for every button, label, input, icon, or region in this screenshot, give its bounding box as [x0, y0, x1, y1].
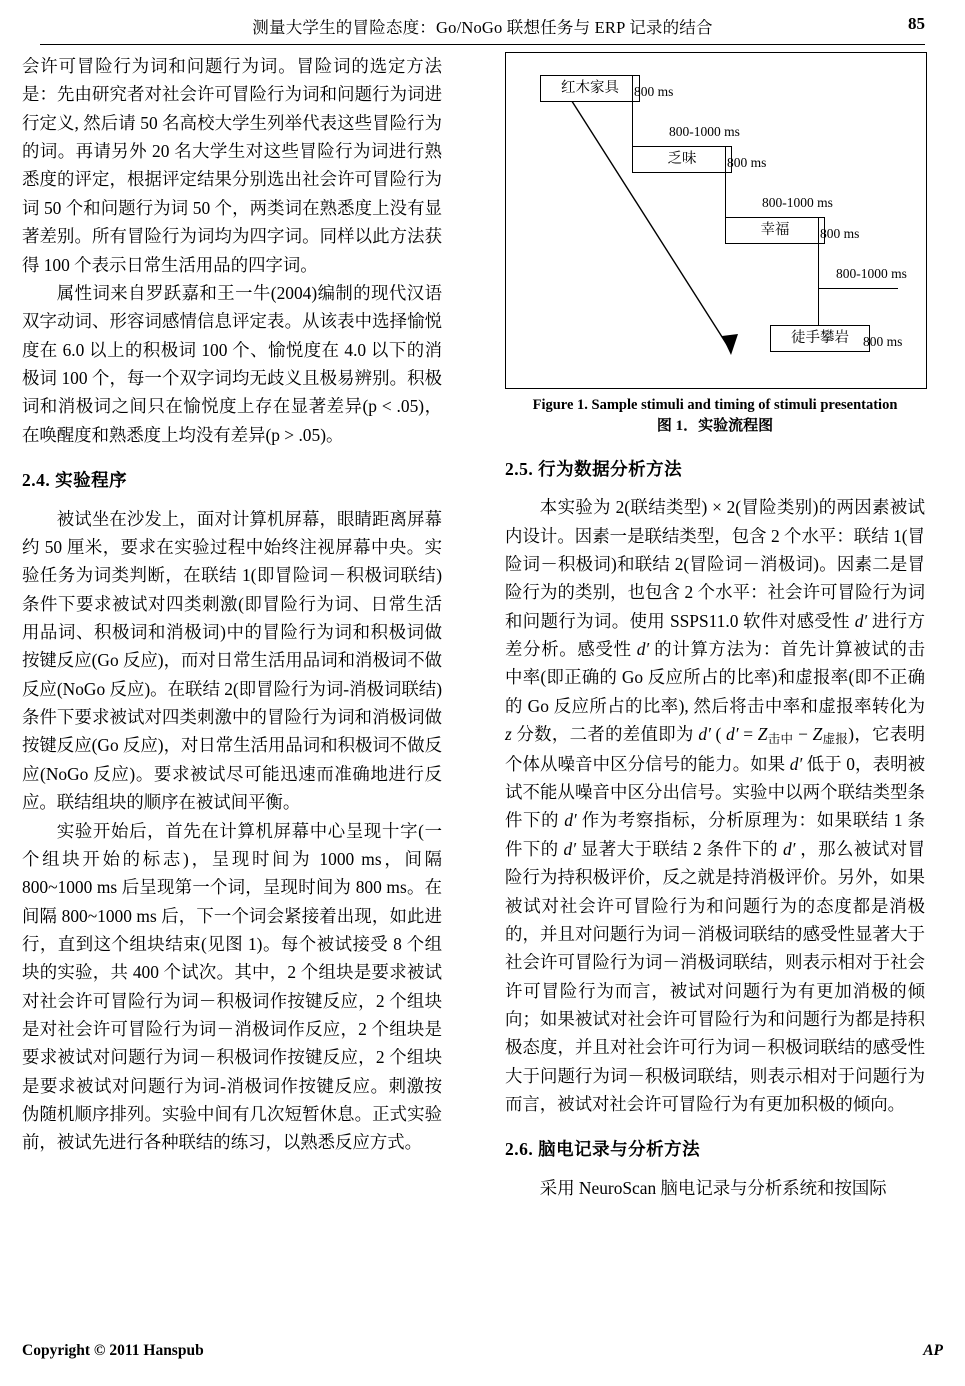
- symbol-z-fa: Z: [812, 724, 823, 745]
- text-frag-i: )，它表明个体从噪音中区分信号的能力。如果: [505, 724, 925, 774]
- text-frag-e: 分数，二者的差值即为: [511, 724, 699, 745]
- figure-caption-en: Figure 1. Sample stimuli and timing of stimuli presentation: [532, 397, 898, 413]
- text-frag-b: 进行方差分析。感受性: [505, 610, 925, 660]
- text-frag-h: −: [793, 724, 813, 745]
- stimulus-duration-2: 800 ms: [727, 155, 767, 170]
- symbol-d-prime-3: d′: [698, 724, 711, 745]
- paragraph-continuation: 会许可冒险行为词和问题行为词。冒险词的选定方法是：先由研究者对社会许可冒险行为词和问题行为词进行定义, 然后请 50 名高校大学生列举代表这些冒险行为的词。再请另外 20 名大学生对这些冒险行为词进行熟悉度的评定，根据评定结果分别选出社会许可冒险行为词 50 个和问题行为词 50 个，两类词在熟悉度上没有显著差别。所有冒险行为词均为四字词。同样以此方法获得 100 个表示日常生活用品的四字词。: [22, 56, 442, 275]
- figure-caption-cn: 图 1．实验流程图: [656, 418, 774, 435]
- connector-v-2: [725, 146, 726, 218]
- figure-1-diagram: [505, 52, 927, 389]
- paragraph-attribute-words: 属性词来自罗跃嘉和王一牛(2004)编制的现代汉语双字动词、形容词感情信息评定表。从该表中选择愉悦度在 6.0 以上的积极词 100 个、愉悦度在 4.0 以下的消极词 100 个，每一个双字词均无歧义且极易辨别。积极词和消极词之间只在愉悦度上存在显著差异(p < .05)，在唤醒度和熟悉度上均没有差异(p > .05)。: [22, 282, 442, 445]
- connector-v-1: [632, 75, 633, 147]
- symbol-d-prime-2: d′: [636, 639, 650, 660]
- subscript-false-alarm: 虚报: [822, 732, 849, 747]
- section-heading-2-4: 2.4. 实验程序: [22, 470, 128, 491]
- text-frag-f: (: [710, 724, 727, 745]
- left-column: [22, 52, 442, 1157]
- page-header: [40, 14, 925, 45]
- interval-label-3: 800-1000 ms: [836, 266, 907, 281]
- text-frag-m: ，那么被试对冒险行为持积极评价，反之就是持消极评价。另外，如果被试对社会许可冒险行为和问题行为的态度都是消极的，并且对问题行为词－消极词联结的感受性显著大于社会许可冒险行为词－消极词联结，则表示相对于社会许可冒险行为而言，被试对问题行为有更加消极的倾向；如果被试对社会许可冒险行为和问题行为都是持积极态度，并且对社会许可行为词－积极词联结的感受性大于问题行为词－积极词联结，则表示相对于问题行为而言，被试对社会许可冒险行为有更加积极的倾向。: [505, 838, 925, 1115]
- symbol-z-hit: Z: [757, 724, 768, 745]
- text-frag-c: 的计算方法为：首先计算被试的击中率(即正确的 Go 反应所占的比率)和虚报率(即不正确的 Go 反应所占的比率), 然后将击中率和虚报率转化为: [505, 639, 925, 716]
- stimulus-duration-4: 800 ms: [863, 334, 903, 349]
- interval-label-1: 800-1000 ms: [669, 124, 740, 139]
- connector-v-3: [818, 217, 819, 289]
- symbol-d-prime-5: d′: [789, 753, 803, 774]
- section-heading-2-5: 2.5. 行为数据分析方法: [505, 458, 683, 479]
- copyright-notice: Copyright © 2011 Hanspub: [22, 1342, 204, 1359]
- page-number: 85: [908, 14, 925, 33]
- stimulus-box-3: 幸福: [725, 217, 825, 244]
- subscript-hit: 击中: [767, 732, 794, 747]
- running-head-title: 测量大学生的冒险态度：Go/NoGo 联想任务与 ERP 记录的结合: [252, 18, 713, 37]
- symbol-d-prime-4: d′: [726, 724, 739, 745]
- section-heading-2-6: 2.6. 脑电记录与分析方法: [505, 1139, 701, 1160]
- stimulus-duration-1: 800 ms: [634, 84, 674, 99]
- paragraph-procedure-2: 实验开始后，首先在计算机屏幕中心呈现十字(一个组块开始的标志)，呈现时间为 1000 ms，间隔 800~1000 ms 后呈现第一个词，呈现时间为 800 ms。在间隔 800~1000 ms 后，下一个词会紧接着出现，如此进行，直到这个组块结束(见图 1)。每个被试接受 8 个组块的实验，共 400 个试次。其中，2 个组块是要求被试对社会许可冒险行为词－积极词作按键反应，2 个组块是对社会许可冒险行为词－消极词作反应，2 个组块是要求被试对问题行为词－积极词作按键反应，2 个组块是要求被试对问题行为词-消极词作按键反应。刺激按伪随机顺序排列。实验中间有几次短暂休息。正式实验前，被试先进行各种联结的练习，以熟悉反应方式。: [22, 820, 442, 1153]
- symbol-d-prime-7: d′: [563, 838, 576, 859]
- stimulus-box-1: 红木家具: [540, 75, 640, 102]
- text-frag-j: 低于 0，表明被试不能从噪音中区分出信号。实验中以两个联结类型条件下的: [505, 753, 925, 831]
- connector-h-3: [818, 288, 898, 289]
- text-frag-k: 作为考察指标，分析原理为：如果联结 1 条件下的: [505, 810, 925, 859]
- text-frag-l: 显著大于联结 2 条件下的: [576, 838, 783, 859]
- figure-caption: [505, 395, 925, 438]
- stimulus-box-2: 乏味: [632, 146, 732, 173]
- journal-abbreviation: AP: [923, 1342, 943, 1359]
- paragraph-eeg-method: 采用 NeuroScan 脑电记录与分析系统和按国际: [539, 1177, 887, 1198]
- text-frag-g: =: [738, 724, 758, 745]
- symbol-d-prime-1: d′: [854, 610, 868, 631]
- paragraph-procedure-1: 被试坐在沙发上，面对计算机屏幕，眼睛距离屏幕约 50 厘米，要求在实验过程中始终注视屏幕中央。实验任务为词类判断，在联结 1(即冒险词－积极词联结)条件下要求被试对四类刺激(即冒险行为词、日常生活用品词、积极词和消极词)中的冒险行为词和积极词做按键反应(Go 反应)，而对日常生活用品词和消极词不做反应(NoGo 反应)。在联结 2(即冒险行为词-消极词联结)条件下要求被试对四类刺激中的冒险行为词和消极词做按键反应(Go 反应)，对日常生活用品词和积极词不做反应(NoGo 反应)。要求被试尽可能迅速而准确地进行反应。联结组块的顺序在被试间平衡。: [22, 508, 442, 813]
- symbol-d-prime-8: d′: [782, 838, 796, 859]
- symbol-z: z: [505, 724, 512, 745]
- text-frag-a: 本实验为 2(联结类型) × 2(冒险类别)的两因素被试内设计。因素一是联结类型，包含 2 个水平：联结 1(冒险词－积极词)和联结 2(冒险词－消极词)。因素二是冒险行为的类别，也包含 2 个水平：社会许可冒险行为词和问题行为词。使用 SSPS11.0 软件对感受性: [505, 497, 925, 631]
- page-footer: [22, 1342, 943, 1364]
- stimulus-duration-3: 800 ms: [820, 226, 860, 241]
- interval-label-2: 800-1000 ms: [762, 195, 833, 210]
- symbol-d-prime-6: d′: [564, 810, 577, 831]
- connector-v-4: [818, 288, 819, 325]
- right-column: [505, 52, 925, 1202]
- stimulus-box-4: 徒手攀岩: [770, 325, 870, 352]
- paragraph-behavior-analysis: [505, 493, 925, 1118]
